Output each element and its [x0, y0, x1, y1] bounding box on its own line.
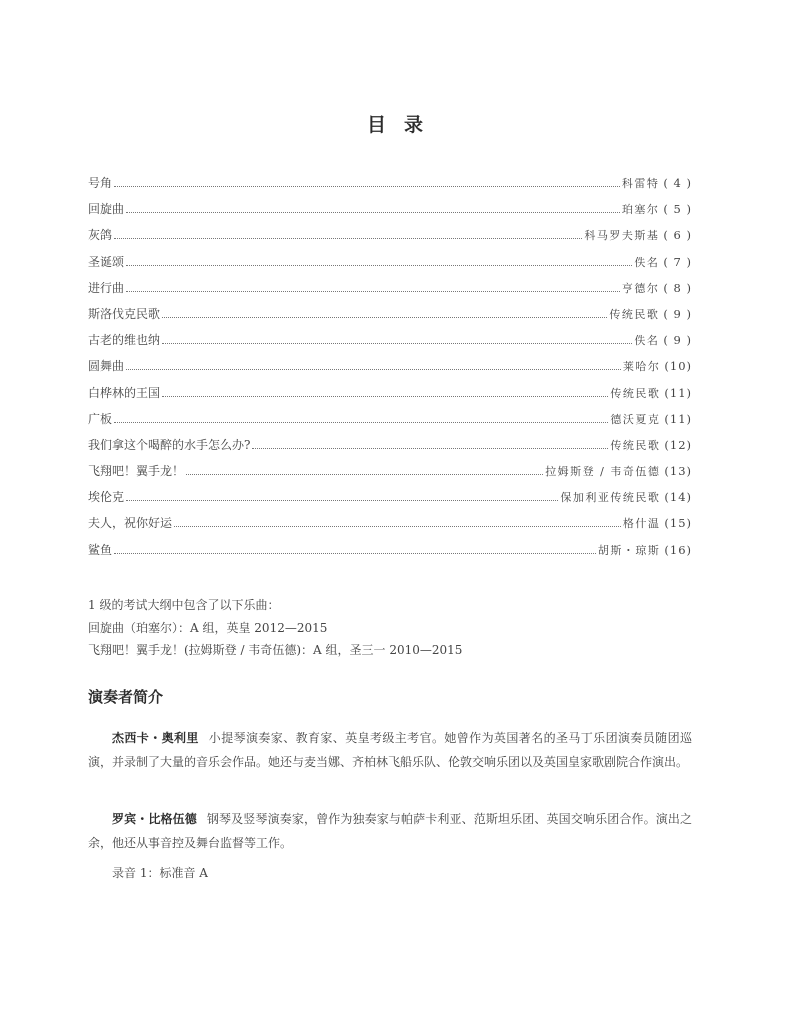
toc-entry-title: 圆舞曲 [88, 359, 125, 374]
toc-entry-title: 古老的维也纳 [88, 333, 161, 348]
toc-entry-title: 飞翔吧！翼手龙！ [88, 464, 185, 479]
toc-entry-title: 灰鸽 [88, 228, 113, 243]
toc-entry-title: 进行曲 [88, 280, 125, 295]
performer-name: 罗宾・比格伍德 [112, 812, 197, 826]
toc-leader-dots [114, 421, 608, 423]
toc-entry[interactable] [88, 541, 692, 567]
performer-bio [88, 807, 692, 855]
toc-entry-title: 号角 [88, 176, 113, 190]
toc-entry-composer: 德沃夏克 [610, 412, 661, 426]
syllabus-line: 飞翔吧！翼手龙！(拉姆斯登 / 韦奇伍德)：A 组，圣三一 2010—2015 [88, 643, 463, 657]
toc-leader-dots [126, 499, 558, 501]
toc-entry-page: (15) [664, 516, 692, 531]
toc-entry-composer: 传统民歌 [610, 438, 661, 452]
toc-entry-page: ( 4 ) [663, 176, 692, 190]
toc-entry-composer: 格什温 [622, 517, 661, 531]
page-title: 目录 [366, 114, 441, 136]
toc-leader-dots [126, 264, 632, 266]
toc-leader-dots [162, 395, 608, 397]
toc-entry[interactable] [88, 253, 692, 279]
toc-entry[interactable] [88, 279, 692, 305]
toc-entry-page: (12) [664, 437, 692, 452]
syllabus-intro: 1 级的考试大纲中包含了以下乐曲： [88, 598, 280, 612]
toc-entry[interactable] [88, 462, 692, 488]
toc-entry-page: (13) [664, 464, 692, 479]
toc-entry[interactable] [88, 174, 692, 200]
toc-entry-title: 回旋曲 [88, 202, 125, 217]
toc-entry-page: ( 9 ) [663, 333, 692, 348]
toc-entry-composer: 科马罗夫斯基 [584, 229, 660, 243]
toc-entry-composer: 保加利亚传统民歌 [560, 491, 661, 505]
toc-leader-dots [174, 525, 621, 527]
toc-entry-title: 圣诞颂 [88, 254, 125, 269]
toc-entry-title: 斯洛伐克民歌 [88, 306, 161, 321]
toc-leader-dots [114, 185, 620, 187]
toc-entry-composer: 传统民歌 [610, 386, 661, 400]
toc-leader-dots [126, 290, 620, 292]
toc-entry-composer: 科雷特 [621, 177, 660, 190]
toc-entry-composer: 传统民歌 [609, 307, 660, 321]
performer-description: 小提琴演奏家、教育家、英皇考级主考官。她曾作为英国著名的圣马丁乐团演奏员随团巡演，并录制了大量的音乐会作品。她还与麦当娜、齐柏林飞船乐队、伦敦交响乐团以及英国皇家歌剧院合作演出。 [88, 731, 692, 769]
toc-entry-page: ( 9 ) [663, 306, 692, 321]
toc-entry[interactable] [88, 357, 692, 383]
toc-entry[interactable] [88, 226, 692, 252]
toc-entry-page: ( 6 ) [663, 228, 692, 243]
toc-entry[interactable] [88, 488, 692, 514]
toc-entry[interactable] [88, 331, 692, 357]
toc-entry-composer: 胡斯・琼斯 [597, 543, 661, 557]
toc-entry[interactable] [88, 436, 692, 462]
toc-entry-title: 白桦林的王国 [88, 385, 161, 400]
toc-leader-dots [252, 447, 608, 449]
toc-leader-dots [114, 552, 596, 554]
toc-entry-page: (14) [664, 490, 692, 505]
toc-leader-dots [162, 316, 607, 318]
performer-name: 杰西卡・奥利里 [112, 731, 199, 745]
toc-entry-page: (11) [664, 385, 692, 400]
toc-leader-dots [162, 342, 632, 344]
toc-entry-composer: 珀塞尔 [621, 203, 660, 217]
toc-leader-dots [114, 237, 582, 239]
toc-entry-page: (16) [664, 542, 692, 557]
toc-entry-composer: 亨德尔 [621, 281, 660, 295]
toc-entry-page: ( 7 ) [663, 254, 692, 269]
toc-entry-page: (10) [664, 359, 692, 374]
toc-entry[interactable] [88, 305, 692, 331]
toc-entry-composer: 拉姆斯登 / 韦奇伍德 [545, 465, 661, 479]
toc-entry-page: ( 8 ) [663, 280, 692, 295]
toc-entry-title: 夫人，祝你好运 [88, 516, 173, 531]
recording-label: 录音 1：标准音 A [112, 866, 208, 880]
toc-entry-title: 广板 [88, 411, 113, 426]
performer-description: 钢琴及竖琴演奏家，曾作为独奏家与帕萨卡利亚、范斯坦乐团、英国交响乐团合作。演出之余，他还从事音控及舞台监督等工作。 [88, 812, 692, 850]
toc-leader-dots [126, 368, 621, 370]
toc-leader-dots [186, 473, 543, 475]
toc-entry[interactable] [88, 200, 692, 226]
toc-entry-composer: 佚名 [634, 334, 660, 348]
toc-entry-title: 埃伦克 [88, 490, 125, 505]
toc-entry-title: 鲨鱼 [88, 542, 113, 557]
table-of-contents [88, 174, 692, 567]
performers-heading: 演奏者简介 [88, 688, 164, 706]
toc-entry-title: 我们拿这个喝醉的水手怎么办? [88, 437, 251, 452]
toc-entry-composer: 佚名 [634, 255, 660, 269]
toc-entry[interactable] [88, 384, 692, 410]
toc-leader-dots [126, 211, 620, 213]
syllabus-note [88, 594, 692, 662]
toc-entry-page: (11) [664, 411, 692, 426]
syllabus-line: 回旋曲（珀塞尔）：A 组，英皇 2012—2015 [88, 620, 328, 635]
performer-bio [88, 726, 692, 774]
toc-entry-page: ( 5 ) [663, 202, 692, 217]
toc-entry[interactable] [88, 410, 692, 436]
toc-entry[interactable] [88, 514, 692, 540]
toc-entry-composer: 莱哈尔 [622, 360, 661, 374]
